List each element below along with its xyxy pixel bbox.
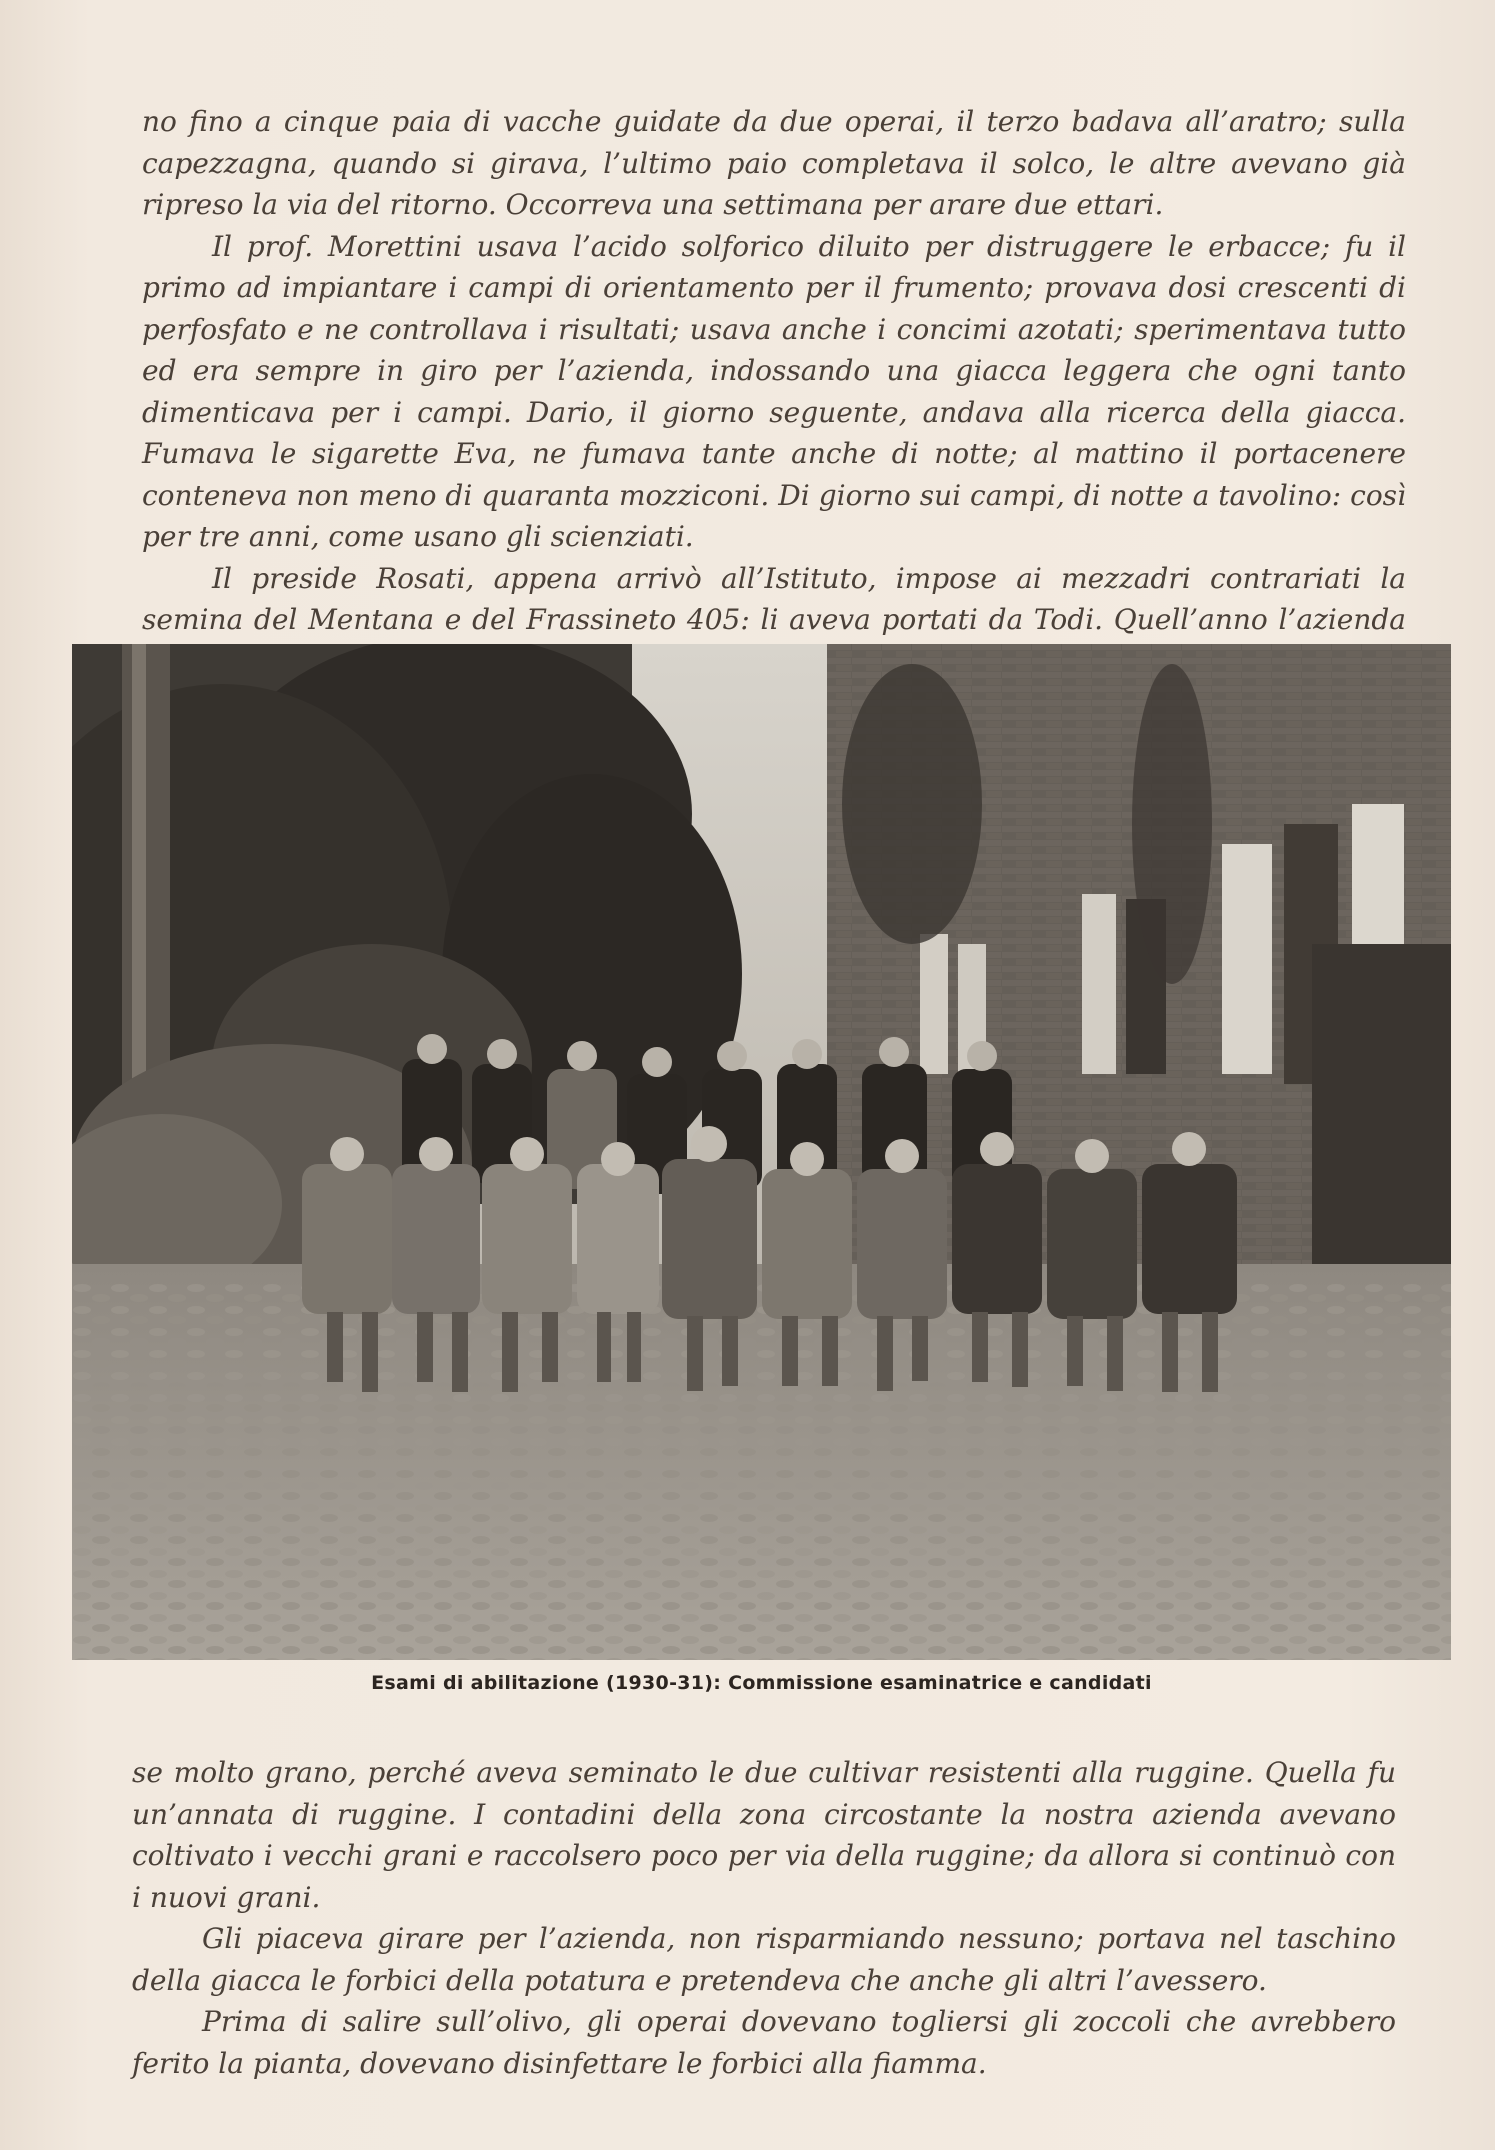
body-text-bottom — [132, 1752, 1396, 2084]
paragraph: se molto grano, perché aveva seminato le due cultivar resistenti alla ruggine. Quella fu un’annata di ruggine. I contadini della zona circostante la nostra azienda avevano coltivato i vecchi grani e raccolsero poco per via della ruggine; da allora si continuò con i nuovi grani. — [132, 1756, 1396, 1914]
photo-caption: Esami di abilitazione (1930-31): Commissione esaminatrice e candidati — [371, 1672, 1152, 1694]
paragraph: Prima di salire sull’olivo, gli operai dovevano togliersi gli zoccoli che avrebbero ferito la pianta, dovevano disinfettare le forbici alla fiamma. — [132, 2005, 1396, 2080]
paragraph: no fino a cinque paia di vacche guidate da due operai, il terzo badava all’aratro; sulla capezzagna, quando si girava, l’ultimo paio completava il solco, le altre avevano già ripreso la via del ritorno. Occorreva una settimana per arare due ettari. — [142, 105, 1406, 221]
paragraph: Gli piaceva girare per l’azienda, non risparmiando nessuno; portava nel taschino della giacca le forbici della potatura e pretendeva che anche gli altri l’avessero. — [132, 1922, 1396, 1997]
photograph-illustration — [72, 644, 1451, 1660]
group-photograph — [72, 644, 1451, 1660]
body-text-top — [142, 101, 1406, 682]
paragraph: Il preside Rosati, appena arrivò all’Istituto, impose ai mezzadri contrariati la semina del Mentana e del Frassineto 405: li aveva portati da Todi. Quell’anno l’azienda — [142, 561, 1406, 636]
paragraph: Il prof. Morettini usava l’acido solforico diluito per distruggere le erbacce; fu il primo ad impiantare i campi di orientamento per il frumento; provava dosi crescenti di perfosfato e ne controllava i risultati; usava anche i concimi azotati; sperimentava tutto ed era sempre in giro per l’azienda, indossando una giacca leggera che ogni tanto dimenticava per i campi. Dario, il giorno seguente, andava alla ricerca della giacca. Fumava le sigarette Eva, ne fumava tante anche di notte; al mattino il portacenere conteneva non meno di quaranta mozziconi. Di giorno sui campi, di notte a tavolino: così per tre anni, come usano gli scienziati. — [142, 229, 1406, 553]
